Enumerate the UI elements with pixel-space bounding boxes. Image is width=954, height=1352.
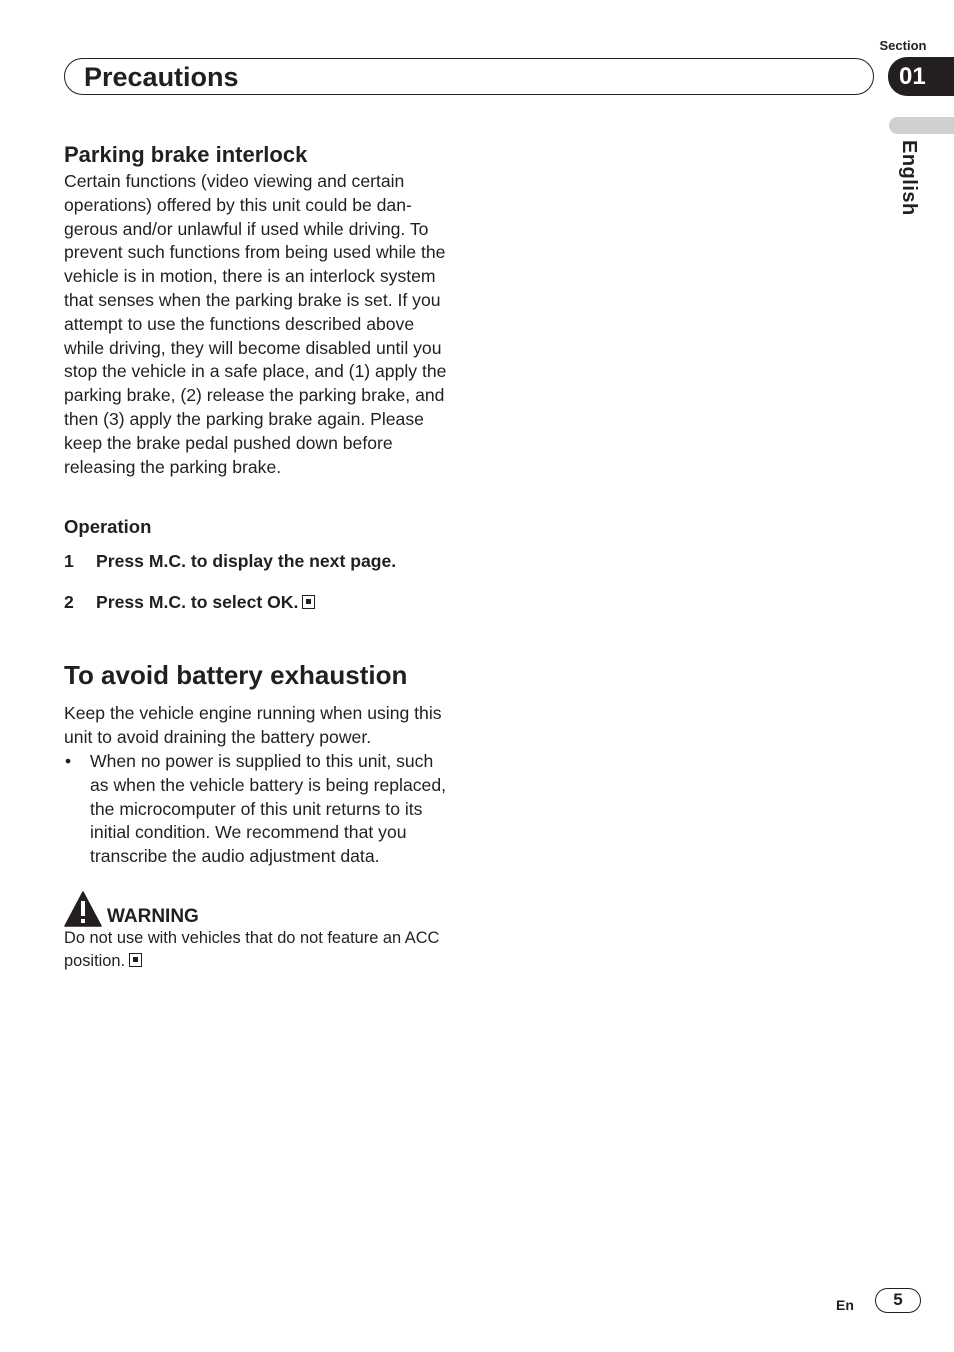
warning-text-content: Do not use with vehicles that do not feature an ACC position. [64, 928, 440, 970]
warning-header [64, 891, 456, 927]
end-mark-icon [302, 595, 315, 609]
parking-brake-text: Certain functions (video viewing and certain operations) offered by this unit could be dangerous and/or unlawful if used while driving. To prevent such functions from being used while the vehicle is in motion, there is an interlock system that senses when the parking brake is set. If you attempt to use the functions described above while driving, they will become disabled until you stop the vehicle in a safe place, and (1) apply the parking brake, (2) release the parking brake, and then (3) apply the parking brake again. Please keep the brake pedal pushed down before releasing the parking brake. [64, 171, 447, 477]
operation-step [64, 590, 456, 614]
language-label: English [898, 140, 920, 216]
section-number-tab: 01 [888, 57, 954, 96]
page-title: Precautions [84, 62, 239, 92]
battery-bullet-list [64, 750, 456, 869]
main-content [64, 140, 456, 973]
page-number: 5 [875, 1288, 921, 1313]
operation-step [64, 549, 456, 573]
parking-brake-heading: Parking brake interlock [64, 142, 308, 167]
operation-heading: Operation [64, 516, 152, 538]
warning-title: WARNING [107, 905, 199, 927]
step-number: 1 [64, 551, 74, 572]
section-label: Section [879, 38, 927, 53]
footer-language-code: En [836, 1297, 854, 1313]
battery-heading: To avoid battery exhaustion [64, 660, 408, 691]
list-item: • When no power is supplied to this unit, such as when the vehicle battery is being replaced, the microcomputer of this unit returns to its initial condition. We recommend that you transcribe the audio adjustment data. [64, 750, 456, 869]
step-text: Press M.C. to display the next page. [96, 551, 397, 572]
header-bar [64, 58, 874, 95]
step-number: 2 [64, 592, 74, 613]
end-mark-icon [129, 953, 142, 967]
step-text: Press M.C. to select OK. [96, 592, 299, 613]
language-tab [889, 117, 954, 134]
battery-intro: Keep the vehicle engine running when using this unit to avoid draining the battery power. [64, 703, 442, 748]
warning-triangle-icon [64, 891, 102, 927]
warning-text [64, 927, 456, 973]
